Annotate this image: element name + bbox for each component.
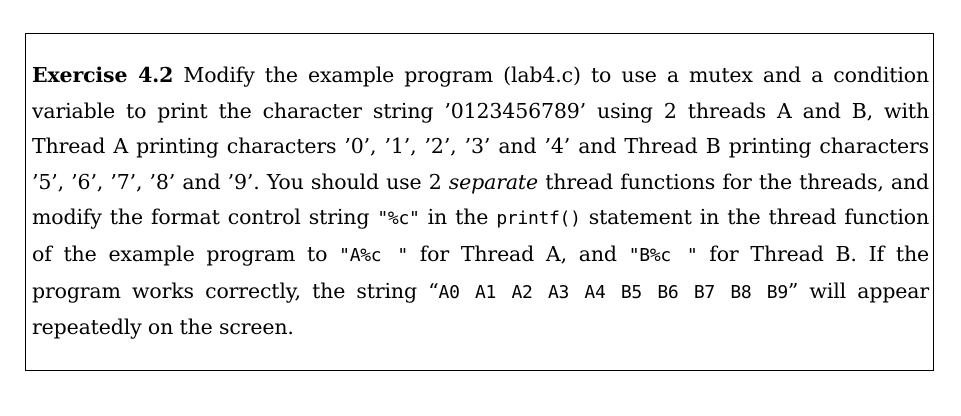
text-segment-2: thread functions for the threads, and modify the format control string xyxy=(32,169,929,230)
code-thread-b-format: "B%c " xyxy=(628,244,698,266)
text-segment-7: ” will appear repeatedly on the screen. xyxy=(32,278,929,340)
text-segment-3: in the xyxy=(419,205,497,230)
emphasis-separate: separate xyxy=(448,169,538,194)
text-segment-6: for Thread B. If the program works correctly, the string “ xyxy=(32,241,929,303)
text-segment-5: for Thread A, and xyxy=(407,241,629,266)
text-segment-1: Modify the example program (lab4.c) to use a mutex and a condition variable to print the character string ’0123456789’ using 2 threads A and B, with Thread A printing characters ’0’, ’1’, ’2’, ’3’ and ’4’ and Thread B printing characters ’5’, ’6’, ’7’, ’8’ and ’9’. You should use 2 xyxy=(32,63,929,194)
code-thread-a-format: "A%c " xyxy=(339,244,408,266)
code-printf: printf() xyxy=(496,208,581,230)
exercise-heading: Exercise 4.2 xyxy=(32,63,174,87)
text-segment-4: statement in the thread function of the example program to xyxy=(32,205,929,266)
exercise-text xyxy=(32,58,929,346)
code-expected-output: A0 A1 A2 A3 A4 B5 B6 B7 B8 B9 xyxy=(438,281,788,303)
code-format-string: "%c" xyxy=(377,208,420,230)
